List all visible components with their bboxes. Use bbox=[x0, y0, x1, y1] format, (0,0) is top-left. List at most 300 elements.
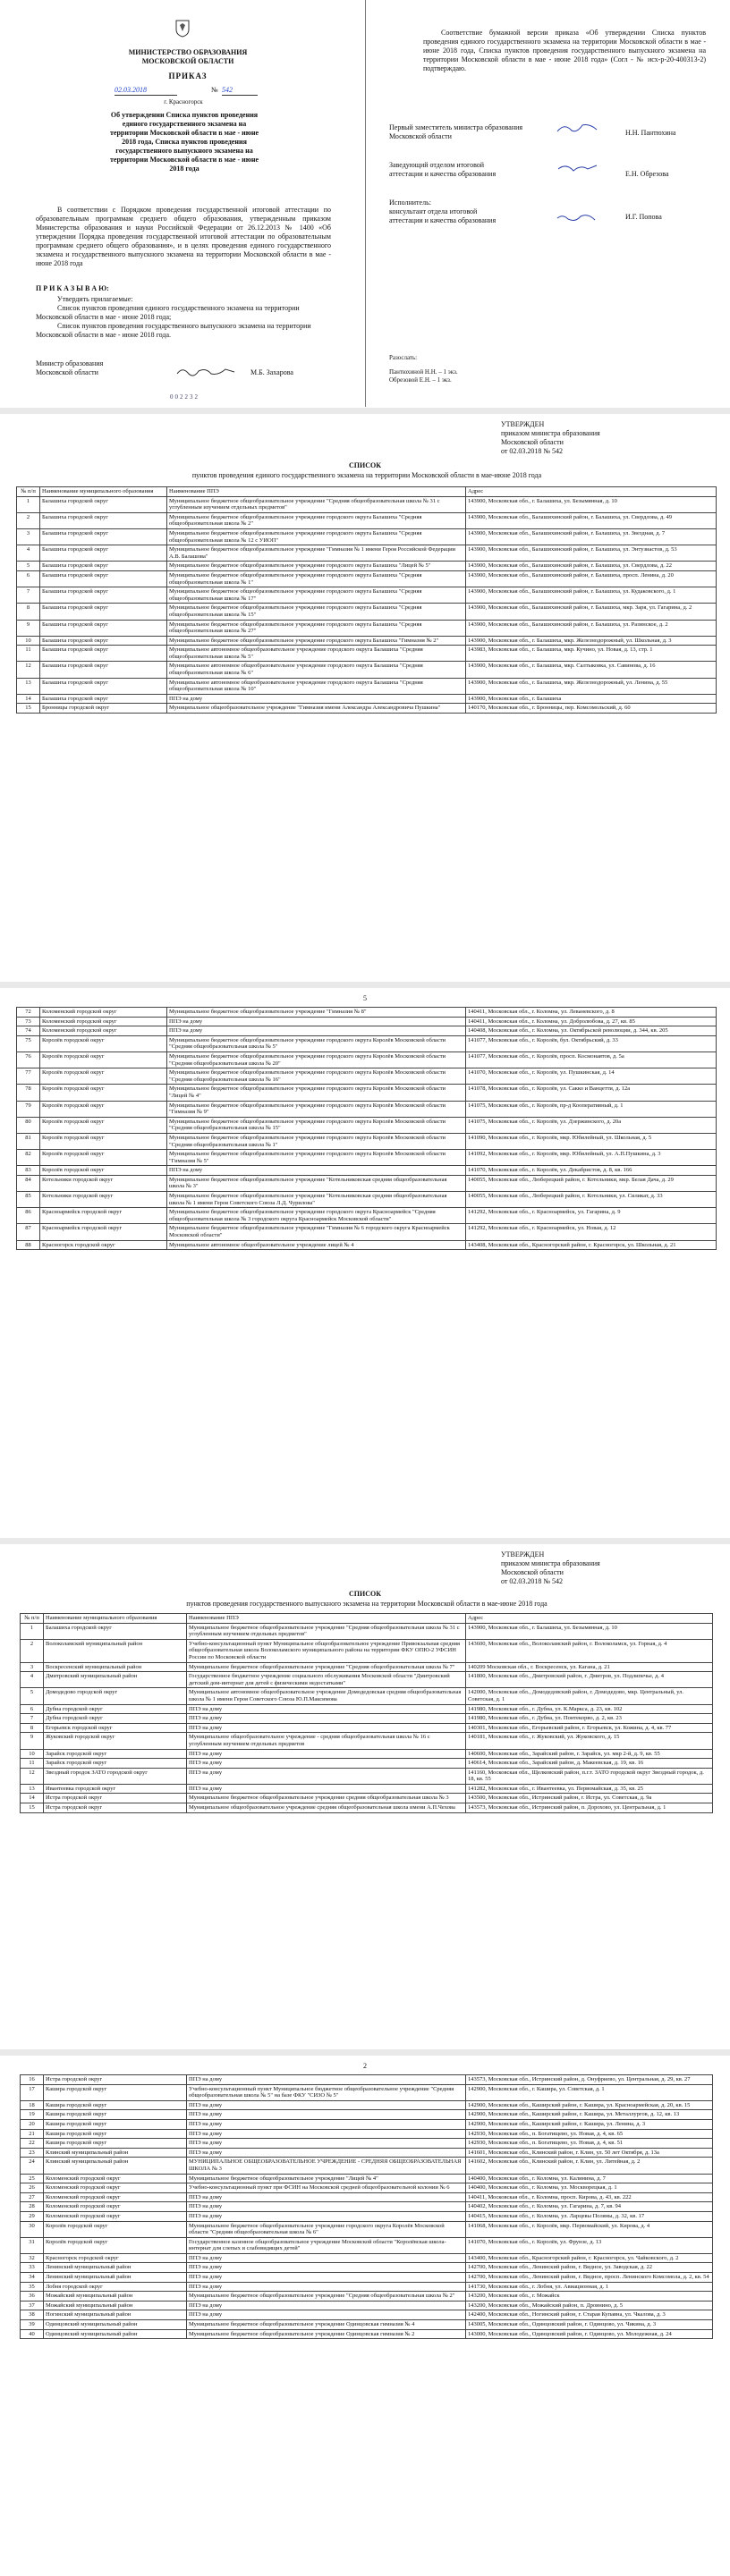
address: 140170, Московская обл., г. Бронницы, пер. Комсомольский, д. 60 bbox=[466, 704, 717, 714]
table-header-row bbox=[17, 487, 717, 497]
municipality: Королёв городской округ bbox=[40, 1101, 167, 1117]
municipality: Воскресенский муниципальный район bbox=[44, 1662, 187, 1672]
exam-point-name: Муниципальное бюджетное общеобразовательное учреждение "Средняя общеобразовательная школа № 7" bbox=[187, 1662, 466, 1672]
row-number: 88 bbox=[17, 1240, 40, 1250]
row-number: 15 bbox=[17, 704, 40, 714]
order-body: В соответствии с Порядком проведения государственной итоговой аттестации по образовательным программам среднего общего образования, утвержденным приказом Министерства образования и науки Российской Федерации от 26.12.2013 № 1400 «Об утверждении Порядка проведения государственной итоговой аттестации по образовательным программам среднего общего образования», и в целях проведения единого государственного экзамена и государственного выпускного экзамена на территории Московской области в мае - июне 2018 года bbox=[36, 206, 331, 267]
ege-table-body bbox=[17, 487, 717, 714]
row-number: 16 bbox=[21, 2075, 44, 2085]
row-number: 7 bbox=[17, 587, 40, 604]
address: 142400, Московская обл., Ногинский район, г. Старая Купавна, ул. Чкалова, д. 3 bbox=[466, 2310, 713, 2320]
municipality: Коломенский городской округ bbox=[40, 1008, 167, 1018]
exam-point-name: Муниципальное бюджетное общеобразовательное учреждение городского округа Балашиха "Средняя общеобразовательная школа № 2" bbox=[167, 512, 466, 528]
address: 142000, Московская обл., Домодедовский район, г. Домодедово, мкр. Центральный, ул. Советская, д. 1 bbox=[466, 1688, 713, 1704]
table-row bbox=[17, 587, 717, 604]
table-row bbox=[17, 1026, 717, 1036]
exam-point-name: Муниципальное автономное общеобразовательное учреждение городского округа Балашиха "Средняя общеобразовательная школа № 6" bbox=[167, 662, 466, 678]
municipality: Королёв городской округ bbox=[40, 1035, 167, 1052]
municipality: Балашиха городской округ bbox=[40, 496, 167, 512]
row-number: 78 bbox=[17, 1085, 40, 1101]
approval-statement: Соответствие бумажной версии приказа «Об утверждении Списка пунктов проведения единого государственного экзамена на территории Московской области в мае - июне 2018 года, Списка пунктов проведения государственного выпускного экзамена на территории Московской области в мае - июне 2018 года» (Согл - № исх-р-20-400313-2) подтверждаю. bbox=[423, 29, 706, 72]
row-number: 25 bbox=[21, 2174, 44, 2183]
table-row bbox=[21, 1714, 713, 1724]
row-number: 32 bbox=[21, 2253, 44, 2263]
row-number: 26 bbox=[21, 2183, 44, 2193]
exam-point-name: ППЭ на дому bbox=[187, 1723, 466, 1733]
address: 141730, Московская обл., г. Лобня, ул. Авиационная, д. 1 bbox=[466, 2282, 713, 2292]
address: 141078, Московская обл., г. Королёв, ул. Сакко и Ванцетти, д. 12а bbox=[466, 1085, 717, 1101]
exam-point-name: ППЭ на дому bbox=[187, 1768, 466, 1784]
column-header: Наименование муниципального образования bbox=[44, 1614, 187, 1624]
page-number: 5 bbox=[363, 994, 367, 1002]
row-number: 5 bbox=[17, 562, 40, 571]
address: 142900, Московская обл., Каширский район, г. Кашира, ул. Металлургов, д. 12, кв. 13 bbox=[466, 2110, 713, 2120]
table-row bbox=[21, 2237, 713, 2253]
exam-point-name: ППЭ на дому bbox=[187, 2119, 466, 2129]
address: 142930, Московская обл., п. Богатищево, ул. Новая, д. 4, кв. 51 bbox=[466, 2139, 713, 2149]
table-row bbox=[17, 1150, 717, 1166]
row-number: 3 bbox=[17, 528, 40, 545]
approver-3-name: И.Г. Попова bbox=[625, 213, 662, 221]
municipality: Красногорск городской округ bbox=[44, 2253, 187, 2263]
municipality: Балашиха городской округ bbox=[40, 587, 167, 604]
municipality: Дубна городской округ bbox=[44, 1704, 187, 1714]
row-number: 82 bbox=[17, 1150, 40, 1166]
address: 142930, Московская обл., п. Богатищево, ул. Новая, д. 4, кв. 65 bbox=[466, 2129, 713, 2139]
address: 143900, Московская обл., г. Балашиха, ул. Безымянная, д. 10 bbox=[466, 496, 717, 512]
exam-point-name: ППЭ на дому bbox=[187, 2202, 466, 2212]
table-row bbox=[17, 1166, 717, 1176]
row-number: 5 bbox=[21, 1688, 44, 1704]
municipality: Балашиха городской округ bbox=[40, 562, 167, 571]
address: 143400, Московская обл., Красногорский район, г. Красногорск, ул. Чайковского, д. 2 bbox=[466, 2253, 713, 2263]
row-number: 3 bbox=[21, 1662, 44, 1672]
table-row bbox=[21, 1803, 713, 1813]
exam-point-name: Муниципальное бюджетное общеобразовательное учреждение "Гимназия № 6 городского округа Красноармейск Московской области" bbox=[167, 1224, 466, 1240]
row-number: 12 bbox=[21, 1768, 44, 1784]
address: 141800, Московская обл., Дмитровский район, г. Дмитров, ул. Подлипечье, д. 4 bbox=[466, 1672, 713, 1688]
exam-point-name: Государственное бюджетное учреждение социального обслуживания Московской области "Дмитровский детский дом-интернат для детей с физическими недостатками" bbox=[187, 1672, 466, 1688]
exam-point-name: Муниципальное автономное общеобразовательное учреждение лицей № 4 bbox=[167, 1240, 466, 1250]
row-number: 11 bbox=[17, 646, 40, 662]
address: 143900, Московская обл., г. Балашиха, мкр. Салтыковка, ул. Савинова, д. 16 bbox=[466, 662, 717, 678]
table-row bbox=[21, 2084, 713, 2100]
address: 141070, Московская обл., г. Королёв, ул. Фрунзе, д. 13 bbox=[466, 2237, 713, 2253]
table-row bbox=[17, 662, 717, 678]
address: 143900, Московская обл., г. Балашиха bbox=[466, 694, 717, 704]
municipality: Королёв городской округ bbox=[40, 1085, 167, 1101]
row-number: 40 bbox=[21, 2329, 44, 2339]
exam-point-name: Муниципальное бюджетное общеобразовательное учреждение городского округа Балашиха "Средняя общеобразовательная школа № 1" bbox=[167, 570, 466, 587]
table-row bbox=[21, 1639, 713, 1662]
ege-list-subtitle: пунктов проведения единого государственного экзамена на территории Московской области в мае-июне 2018 года bbox=[191, 471, 542, 479]
exam-point-name: Муниципальное бюджетное общеобразовательное учреждение "Средняя общеобразовательная школа № 2" bbox=[187, 2292, 466, 2302]
address: 143500, Московская обл., Истринский район, г. Истра, ул. Советская, д. 9а bbox=[466, 1794, 713, 1803]
municipality: Балашиха городской округ bbox=[40, 646, 167, 662]
exam-point-name: ППЭ на дому bbox=[187, 2129, 466, 2139]
municipality: Ленинский муниципальный район bbox=[44, 2263, 187, 2273]
exam-point-name: ППЭ на дому bbox=[187, 2211, 466, 2221]
municipality: Кашира городской округ bbox=[44, 2129, 187, 2139]
address: 141077, Московская обл., г. Королёв, бул. Октябрьский, д. 33 bbox=[466, 1035, 717, 1052]
municipality: Балашиха городской округ bbox=[40, 636, 167, 646]
address: 140400, Московская обл., г. Коломна, ул. Москворецкая, д. 1 bbox=[466, 2183, 713, 2193]
municipality: Коломенский городской округ bbox=[44, 2192, 187, 2202]
ege-list-page-1 bbox=[0, 415, 730, 980]
address: 142900, Московская обл., Каширский район, г. Кашира, ул. Ленина, д. 3 bbox=[466, 2119, 713, 2129]
address: 143573, Московская обл., Истринский район, п. Дорохово, ул. Центральная, д. 1 bbox=[466, 1803, 713, 1813]
exam-point-name: Муниципальное бюджетное общеобразовательное учреждение "Лицей № 4" bbox=[187, 2174, 466, 2183]
address: 141160, Московская обл., Щелковский район, п.г.т. ЗАТО городской округ Звездный городок, д. 18, кв. 55 bbox=[466, 1768, 713, 1784]
exam-point-name: Учебно-консультационный пункт Муниципальное бюджетное общеобразовательное учреждение "Средняя общеобразовательная школа № 5" на базе ФКУ "СИЗО № 5" bbox=[187, 2084, 466, 2100]
table-row bbox=[17, 545, 717, 562]
address: 143900, Московская обл., Балашихинский район, г. Балашиха, мкр. Заря, ул. Гагарина, д. 2 bbox=[466, 604, 717, 620]
municipality: Домодедово городской округ bbox=[44, 1688, 187, 1704]
exam-point-name: ППЭ на дому bbox=[187, 2139, 466, 2149]
table-row bbox=[21, 1723, 713, 1733]
exam-point-name: ППЭ на дому bbox=[167, 694, 466, 704]
row-number: 10 bbox=[21, 1749, 44, 1759]
row-number: 19 bbox=[21, 2110, 44, 2120]
municipality: Красноармейск городской округ bbox=[40, 1224, 167, 1240]
municipality: Кашира городской округ bbox=[44, 2139, 187, 2149]
exam-point-name: ППЭ на дому bbox=[187, 1704, 466, 1714]
municipality: Котельники городской округ bbox=[40, 1192, 167, 1208]
municipality: Ногинский муниципальный район bbox=[44, 2310, 187, 2320]
address: 140600, Московская обл., Зарайский район, г. Зарайск, ул. мкр 2-й, д. 9, кв. 55 bbox=[466, 1749, 713, 1759]
municipality: Балашиха городской округ bbox=[44, 1623, 187, 1639]
municipality: Кашира городской округ bbox=[44, 2084, 187, 2100]
table-row bbox=[21, 2329, 713, 2339]
row-number: 7 bbox=[21, 1714, 44, 1724]
exam-point-name: ППЭ на дому bbox=[187, 2075, 466, 2085]
row-number: 13 bbox=[21, 1784, 44, 1794]
order-title: Об утверждении Списка пунктов проведения единого государственного экзамена на территории Московской области в мае - июне 2018 года, Списка пунктов проведения государственного выпускного экзамена на территории Московской области в мае - июне 2018 года bbox=[109, 111, 259, 173]
table-row bbox=[21, 1623, 713, 1639]
exam-point-name: Муниципальное автономное общеобразовательное учреждение Домодедовская средняя общеобразовательная школа № 1 имени Героя Советского Союза Ю.П.Максимова bbox=[187, 1688, 466, 1704]
approver-1-position: Первый заместитель министра образования Московской области bbox=[389, 123, 523, 140]
municipality: Одинцовский муниципальный район bbox=[44, 2329, 187, 2339]
exam-point-name: Муниципальное бюджетное общеобразовательное учреждение городского округа Красноармейск "Средняя общеобразовательная школа № 3 городского округа Красноармейск Московской области" bbox=[167, 1208, 466, 1224]
municipality: Коломенский городской округ bbox=[44, 2211, 187, 2221]
exam-point-name: ППЭ на дому bbox=[187, 2301, 466, 2310]
row-number: 28 bbox=[21, 2202, 44, 2212]
table-row bbox=[21, 1704, 713, 1714]
row-number: 20 bbox=[21, 2119, 44, 2129]
table-row bbox=[21, 2221, 713, 2237]
column-header: № п/п bbox=[17, 487, 40, 497]
row-number: 29 bbox=[21, 2211, 44, 2221]
row-number: 8 bbox=[21, 1723, 44, 1733]
approval-page bbox=[366, 0, 730, 407]
row-number: 33 bbox=[21, 2263, 44, 2273]
table-row bbox=[21, 1672, 713, 1688]
municipality: Истра городской округ bbox=[44, 2075, 187, 2085]
exam-point-name: Муниципальное бюджетное общеобразовательное учреждение городского округа Королёв Московской области "Средняя общеобразовательная школа № 6" bbox=[187, 2221, 466, 2237]
exam-point-name: ППЭ на дому bbox=[187, 2100, 466, 2110]
exam-point-name: Муниципальное бюджетное общеобразовательное учреждение городского округа Королёв Московской области "Средняя общеобразовательная школа № 16" bbox=[167, 1068, 466, 1085]
address: 141292, Московская обл., г. Красноармейск, ул. Гагарина, д. 9 bbox=[466, 1208, 717, 1224]
table-row bbox=[21, 2263, 713, 2273]
municipality: Королёв городской округ bbox=[40, 1068, 167, 1085]
table-row bbox=[21, 2075, 713, 2085]
exam-point-name: Муниципальное бюджетное общеобразовательное учреждение средняя общеобразовательная школа № 3 bbox=[187, 1794, 466, 1803]
table-row bbox=[17, 1224, 717, 1240]
exam-point-name: Государственное казенное общеобразовательное учреждение Московской области "Королёвская школа-интернат для слепых и слабовидящих детей" bbox=[187, 2237, 466, 2253]
order-place: г. Красногорск bbox=[164, 98, 203, 106]
address: 143200, Московская обл., Можайский район, п. Дровнино, д. 5 bbox=[466, 2301, 713, 2310]
municipality: Коломенский городской округ bbox=[44, 2183, 187, 2193]
row-number: 22 bbox=[21, 2139, 44, 2149]
table-row bbox=[17, 694, 717, 704]
address: 140402, Московская обл., г. Коломна, ул. Гагарина, д. 7, кв. 94 bbox=[466, 2202, 713, 2212]
approver-1-signature bbox=[556, 122, 600, 134]
municipality: Кашира городской округ bbox=[44, 2119, 187, 2129]
page-separator bbox=[0, 2049, 730, 2056]
table-row bbox=[17, 1208, 717, 1224]
order-command: П Р И К А З Ы В А Ю: bbox=[36, 284, 109, 292]
address: 140411, Московская обл., г. Коломна, ул. Добролюбова, д. 27, кв. 85 bbox=[466, 1017, 717, 1026]
exam-point-name: Муниципальное бюджетное общеобразовательное учреждение городского округа Королёв Московской области "Средняя общеобразовательная школа № 15" bbox=[167, 1117, 466, 1133]
table-row bbox=[17, 1175, 717, 1191]
row-number: 39 bbox=[21, 2320, 44, 2330]
municipality: Балашиха городской округ bbox=[40, 545, 167, 562]
municipality: Дубна городской округ bbox=[44, 1714, 187, 1724]
exam-point-name: Муниципальное бюджетное общеобразовательное учреждение городского округа Балашиха "Средняя общеобразовательная школа № 15" bbox=[167, 604, 466, 620]
row-number: 2 bbox=[21, 1639, 44, 1662]
table-row bbox=[21, 1662, 713, 1672]
table-row bbox=[17, 1192, 717, 1208]
column-header: Наименование ППЭ bbox=[167, 487, 466, 497]
table-row bbox=[17, 1008, 717, 1018]
column-header: Адрес bbox=[466, 487, 717, 497]
exam-point-name: ППЭ на дому bbox=[187, 2192, 466, 2202]
table-row bbox=[21, 2253, 713, 2263]
table-row bbox=[21, 1784, 713, 1794]
order-number-label: № bbox=[211, 86, 218, 94]
coat-of-arms-icon bbox=[175, 20, 190, 38]
exam-point-name: ППЭ на дому bbox=[187, 2282, 466, 2292]
table-row bbox=[21, 2129, 713, 2139]
table-row bbox=[17, 1052, 717, 1068]
table-row bbox=[21, 2158, 713, 2174]
exam-point-name: Муниципальное бюджетное общеобразовательное учреждение городского округа Балашиха "Средняя общеобразовательная школа № 27" bbox=[167, 620, 466, 636]
ege-list-page-5 bbox=[0, 989, 730, 1536]
row-number: 2 bbox=[17, 512, 40, 528]
table-row bbox=[21, 1749, 713, 1759]
row-number: 73 bbox=[17, 1017, 40, 1026]
gve-table-continued-body bbox=[21, 2075, 713, 2339]
municipality: Зарайск городской округ bbox=[44, 1759, 187, 1769]
exam-point-name: Муниципальное бюджетное общеобразовательное учреждение "Гимназия № 8" bbox=[167, 1008, 466, 1018]
exam-point-name: Муниципальное бюджетное общеобразовательное учреждение городского округа Королёв Московской области "Гимназия № 9" bbox=[167, 1101, 466, 1117]
municipality: Егорьевск городской округ bbox=[44, 1723, 187, 1733]
municipality: Бронницы городской округ bbox=[40, 704, 167, 714]
gve-table-continued bbox=[20, 2074, 713, 2339]
address: 142900, Московская обл., г. Кашира, ул. Советская, д. 1 bbox=[466, 2084, 713, 2100]
municipality: Коломенский городской округ bbox=[40, 1026, 167, 1036]
municipality: Дмитровский муниципальный район bbox=[44, 1672, 187, 1688]
row-number: 10 bbox=[17, 636, 40, 646]
table-row bbox=[21, 2174, 713, 2183]
exam-point-name: Муниципальное общеобразовательное учреждение средняя общеобразовательная школа имени А.П.Чехова bbox=[187, 1803, 466, 1813]
exam-point-name: ППЭ на дому bbox=[187, 1759, 466, 1769]
row-number: 72 bbox=[17, 1008, 40, 1018]
exam-point-name: ППЭ на дому bbox=[187, 1749, 466, 1759]
row-number: 4 bbox=[21, 1672, 44, 1688]
page-number: 2 bbox=[363, 2062, 367, 2070]
row-number: 85 bbox=[17, 1192, 40, 1208]
address: 143900, Московская обл., Балашихинский район, г. Балашиха, ул. Свердлова, д. 22 bbox=[466, 562, 717, 571]
municipality: Клинский муниципальный район bbox=[44, 2158, 187, 2174]
table-row bbox=[21, 2100, 713, 2110]
signer-name: М.Б. Захарова bbox=[250, 368, 293, 376]
row-number: 83 bbox=[17, 1166, 40, 1176]
municipality: Балашиха городской округ bbox=[40, 694, 167, 704]
exam-point-name: Муниципальное бюджетное общеобразовательное учреждение городского округа Королёв Московской области "Средняя общеобразовательная школа № 5" bbox=[167, 1035, 466, 1052]
registry-stamp-number: 002232 bbox=[170, 393, 199, 401]
address: 143900, Московская обл., Балашихинский район, г. Балашиха, ул. Звездная, д. 7 bbox=[466, 528, 717, 545]
column-header: Наименование муниципального образования bbox=[40, 487, 167, 497]
order-number: 542 bbox=[222, 86, 258, 96]
municipality: Королёв городской округ bbox=[40, 1117, 167, 1133]
row-number: 17 bbox=[21, 2084, 44, 2100]
table-row bbox=[21, 2139, 713, 2149]
address: 143900, Московская обл., Балашихинский район, г. Балашиха, просп. Ленина, д. 20 bbox=[466, 570, 717, 587]
municipality: Красногорск городской округ bbox=[40, 1240, 167, 1250]
signer-position: Министр образования Московской области bbox=[36, 359, 104, 376]
municipality: Красноармейск городской округ bbox=[40, 1208, 167, 1224]
exam-point-name: Муниципальное бюджетное общеобразовательное учреждение "Средняя общеобразовательная школа № 31 с углубленным изучением отдельных предметов" bbox=[187, 1623, 466, 1639]
municipality: Коломенский городской округ bbox=[44, 2202, 187, 2212]
address: 140411, Московская обл., г. Коломна, ул. Леваневского, д. 8 bbox=[466, 1008, 717, 1018]
municipality: Королёв городской округ bbox=[44, 2237, 187, 2253]
municipality: Истра городской округ bbox=[44, 1803, 187, 1813]
address: 140055, Московская обл., Люберецкий район, г. Котельники, ул. Силикат, д. 33 bbox=[466, 1192, 717, 1208]
table-row bbox=[17, 570, 717, 587]
ege-table bbox=[16, 486, 717, 714]
row-number: 87 bbox=[17, 1224, 40, 1240]
distribution-list: Пантюхиной Н.Н. – 1 экз. Обрезовой Е.Н. – 1 экз. bbox=[389, 368, 458, 384]
row-number: 76 bbox=[17, 1052, 40, 1068]
exam-point-name: ППЭ на дому bbox=[187, 2273, 466, 2283]
row-number: 23 bbox=[21, 2148, 44, 2158]
exam-point-name: ППЭ на дому bbox=[187, 2263, 466, 2273]
address: 140400, Московская обл., г. Коломна, ул. Калинина, д. 7 bbox=[466, 2174, 713, 2183]
address: 141070, Московская обл., г. Королёв, ул. Декабристов, д. 8, кв. 166 bbox=[466, 1166, 717, 1176]
row-number: 37 bbox=[21, 2301, 44, 2310]
ege-table-continued-body bbox=[17, 1008, 717, 1250]
row-number: 24 bbox=[21, 2158, 44, 2174]
address: 141068, Московская обл., г. Королёв, мкр. Первомайский, ул. Кирова, д. 4 bbox=[466, 2221, 713, 2237]
municipality: Котельники городской округ bbox=[40, 1175, 167, 1191]
exam-point-name: ППЭ на дому bbox=[187, 2253, 466, 2263]
exam-point-name: ППЭ на дому bbox=[187, 1714, 466, 1724]
address: 143900, Московская обл., Балашихинский район, г. Балашиха, ул. Свердлова, д. 49 bbox=[466, 512, 717, 528]
address: 143573, Московская обл., Истринский район, д. Онуфриево, ул. Центральная, д. 29, кв. 27 bbox=[466, 2075, 713, 2085]
order-item-1: Утвердить прилагаемые: bbox=[57, 295, 133, 303]
address: 143900, Московская обл., Балашихинский район, г. Балашиха, ул. Разинское, д. 2 bbox=[466, 620, 717, 636]
exam-point-name: Муниципальное бюджетное общеобразовательное учреждение городского округа Балашиха "Средняя общеобразовательная школа № 17" bbox=[167, 587, 466, 604]
exam-point-name: Учебно-консультационный пункт при ФСИН на Московской средней общеобразовательной колонии № 6 bbox=[187, 2183, 466, 2193]
approver-1-name: Н.Н. Пантюхина bbox=[625, 129, 676, 137]
municipality: Звездный городок ЗАТО городской округ bbox=[44, 1768, 187, 1784]
table-row bbox=[21, 2273, 713, 2283]
municipality: Кашира городской округ bbox=[44, 2110, 187, 2120]
address: 143005, Московская обл., Одинцовский район, г. Одинцово, ул. Чикина, д. 3 bbox=[466, 2320, 713, 2330]
municipality: Можайский муниципальный район bbox=[44, 2292, 187, 2302]
address: 141292, Московская обл., г. Красноармейск, ул. Новая, д. 12 bbox=[466, 1224, 717, 1240]
approver-3-signature bbox=[556, 211, 600, 224]
order-page bbox=[0, 0, 365, 407]
approver-3-position: Исполнитель: консультант отдела итоговой аттестации и качества образования bbox=[389, 198, 497, 224]
municipality: Жуковский городской округ bbox=[44, 1733, 187, 1749]
row-number: 12 bbox=[17, 662, 40, 678]
page-separator bbox=[0, 982, 730, 988]
table-row bbox=[21, 2301, 713, 2310]
municipality: Балашиха городской округ bbox=[40, 662, 167, 678]
municipality: Балашиха городской округ bbox=[40, 528, 167, 545]
gve-table bbox=[20, 1613, 713, 1813]
row-number: 36 bbox=[21, 2292, 44, 2302]
table-row bbox=[17, 1101, 717, 1117]
row-number: 14 bbox=[17, 694, 40, 704]
municipality: Ивантеевка городской округ bbox=[44, 1784, 187, 1794]
address: 141070, Московская обл., г. Королёв, ул. Пушкинская, д. 14 bbox=[466, 1068, 717, 1085]
table-row bbox=[21, 2292, 713, 2302]
address: 141980, Московская обл., г. Дубна, ул. Понтекорво, д. 2, кв. 23 bbox=[466, 1714, 713, 1724]
page-separator bbox=[0, 1538, 730, 1544]
exam-point-name: Муниципальное общеобразовательное учреждение - средняя общеобразовательная школа № 16 с углубленным изучением отдельных предметов bbox=[187, 1733, 466, 1749]
gve-list-page-1 bbox=[0, 1545, 730, 2048]
table-row bbox=[21, 1759, 713, 1769]
approver-2-name: Е.Н. Обрезова bbox=[625, 170, 669, 178]
municipality: Ленинский муниципальный район bbox=[44, 2273, 187, 2283]
row-number: 1 bbox=[21, 1623, 44, 1639]
municipality: Зарайск городской округ bbox=[44, 1749, 187, 1759]
approver-2-position: Заведующий отделом итоговой аттестации и качества образования bbox=[389, 161, 497, 178]
exam-point-name: Муниципальное бюджетное общеобразовательное учреждение городского округа Балашиха "Лицей № 5" bbox=[167, 562, 466, 571]
table-row bbox=[17, 646, 717, 662]
table-row bbox=[17, 678, 717, 694]
address: 141090, Московская обл., г. Королёв, мкр. Юбилейный, ул. Школьная, д. 5 bbox=[466, 1133, 717, 1149]
row-number: 79 bbox=[17, 1101, 40, 1117]
gve-list-page-2 bbox=[0, 2057, 730, 2576]
address: 142700, Московская обл., Ленинский район, г. Видное, просп. Ленинского Комсомола, д. 2, кв. 54 bbox=[466, 2273, 713, 2283]
municipality: Балашиха городской округ bbox=[40, 678, 167, 694]
exam-point-name: Муниципальное общеобразовательное учреждение "Гимназия имени Александра Александровича Пушкина" bbox=[167, 704, 466, 714]
row-number: 14 bbox=[21, 1794, 44, 1803]
exam-point-name: ППЭ на дому bbox=[187, 2310, 466, 2320]
table-row bbox=[17, 1133, 717, 1149]
row-number: 38 bbox=[21, 2310, 44, 2320]
table-row bbox=[17, 604, 717, 620]
column-header: Наименование ППЭ bbox=[187, 1614, 466, 1624]
row-number: 27 bbox=[21, 2192, 44, 2202]
address: 143900, Московская обл., Балашихинский район, г. Балашиха, ул. Кудаковского, д. 1 bbox=[466, 587, 717, 604]
ege-list-title: СПИСОК bbox=[348, 461, 382, 469]
row-number: 86 bbox=[17, 1208, 40, 1224]
exam-point-name: Учебно-консультационный пункт Муниципальное общеобразовательное учреждение Привокзальная средняя общеобразовательная школа Волоколамского муниципального района на территории ФКУ ОПЮ-2 УФСИН России по Московской области bbox=[187, 1639, 466, 1662]
municipality: Кашира городской округ bbox=[44, 2100, 187, 2110]
exam-point-name: Муниципальное автономное общеобразовательное учреждение городского округа Балашиха "Средняя общеобразовательная школа № 5" bbox=[167, 646, 466, 662]
exam-point-name: Муниципальное бюджетное общеобразовательное учреждение "Котельниковская средняя общеобразовательная школа № 3" bbox=[167, 1175, 466, 1191]
exam-point-name: Муниципальное бюджетное общеобразовательное учреждение Одинцовская гимназия № 2 bbox=[187, 2329, 466, 2339]
gve-table-body bbox=[21, 1614, 713, 1813]
gve-approval-stamp: УТВЕРЖДЕН приказом министра образования Московской области от 02.03.2018 № 542 bbox=[501, 1550, 600, 1585]
row-number: 6 bbox=[21, 1704, 44, 1714]
address: 142700, Московская обл., Ленинский район, г. Видное, ул. Заводская, д. 22 bbox=[466, 2263, 713, 2273]
